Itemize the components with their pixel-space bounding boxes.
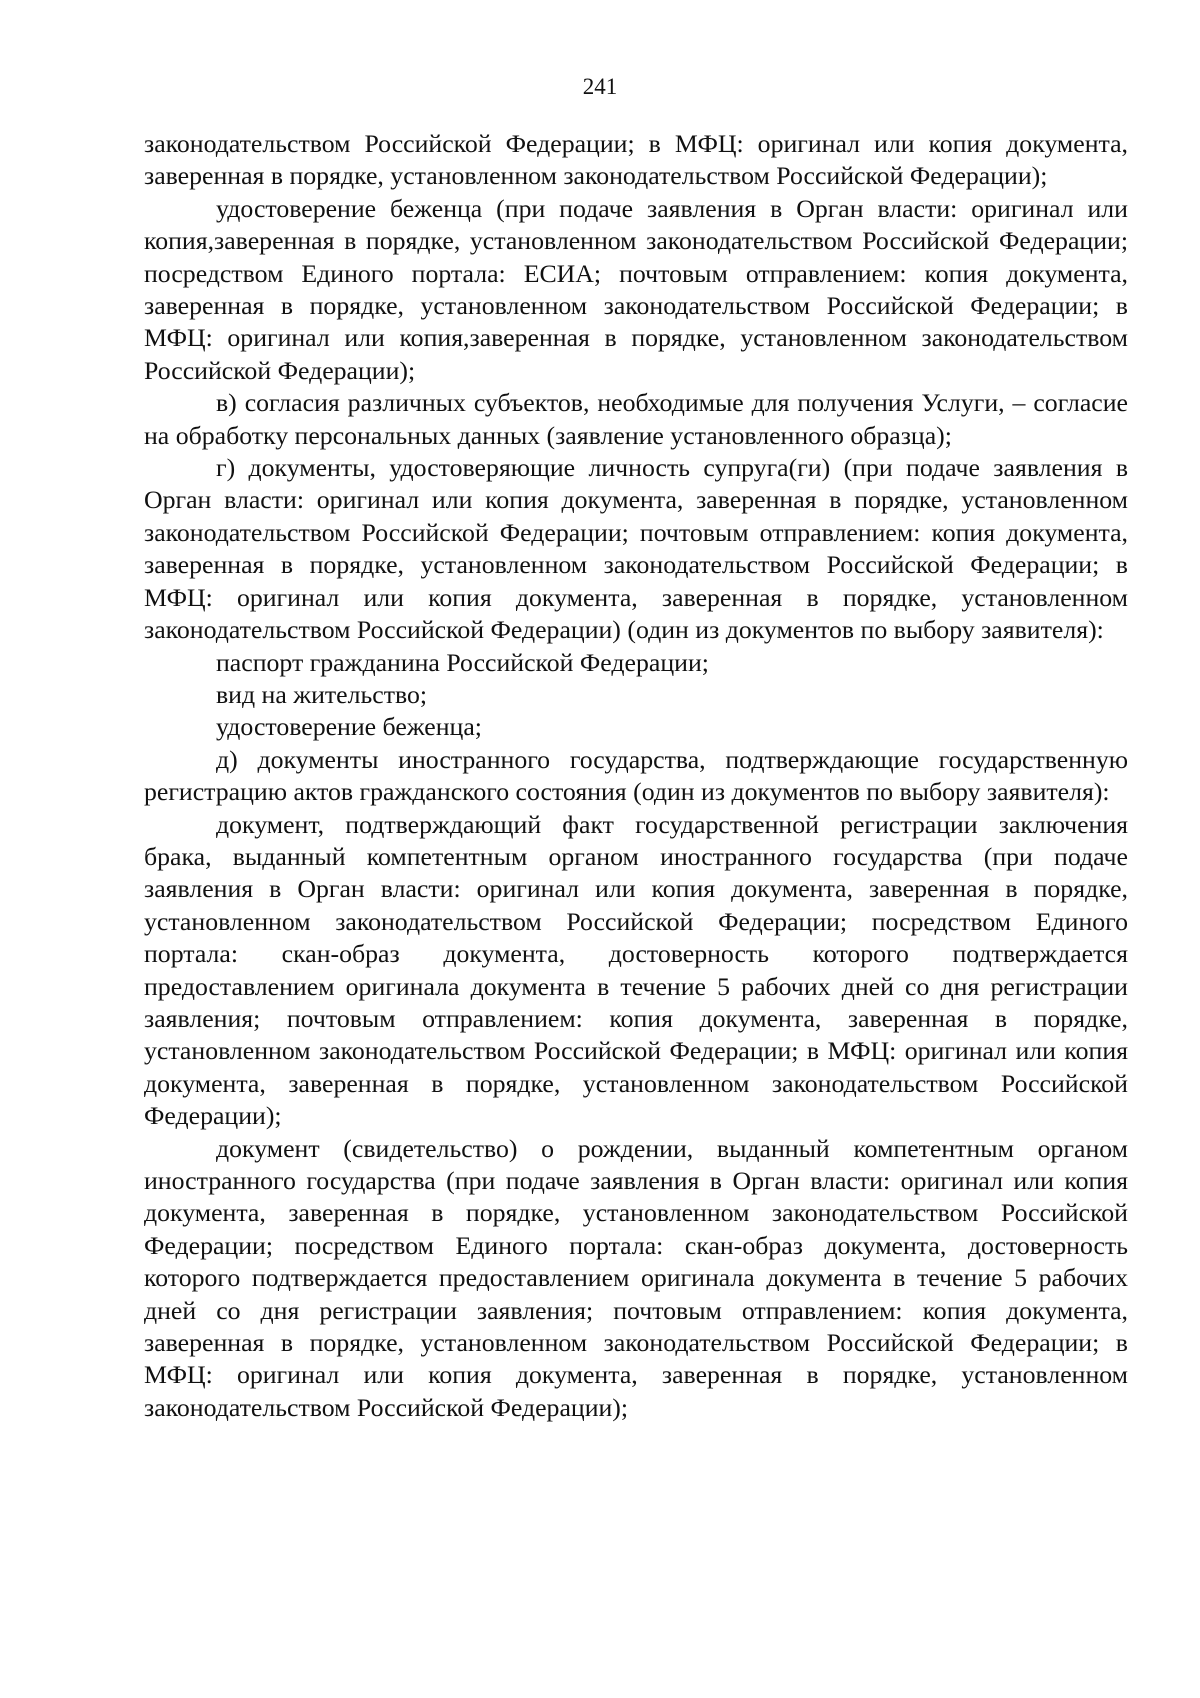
page-number: 241 <box>582 74 618 99</box>
list-item-residence-permit: вид на жительство; <box>216 679 428 709</box>
paragraph-refugee-certificate: удостоверение беженца (при подаче заявления в Орган власти: оригинал или копия,заверенная в порядке, установленном законодательством Российской Федерации; посредством Единого портала: ЕСИА; почтовым отправлением: копия документа, заверенная в порядке, установленном законодательством Российской Федерации; в МФЦ: оригинал или копия,заверенная в порядке, установленном законодательством Российской Федерации); <box>144 193 1128 385</box>
paragraph-item-g-spouse-identity: г) документы, удостоверяющие личность супруга(ги) (при подаче заявления в Орган власти: оригинал или копия документа, заверенная в порядке, установленном законодательством Российской Федерации; почтовым отправлением: копия документа, заверенная в порядке, установленном законодательством Российской Федерации; в МФЦ: оригинал или копия документа, заверенная в порядке, установленном законодательством Российской Федерации) (один из документов по выбору заявителя): <box>144 453 1128 645</box>
paragraph-item-d-foreign-documents: д) документы иностранного государства, подтверждающие государственную регистрацию актов гражданского состояния (один из документов по выбору заявителя): <box>144 744 1128 807</box>
paragraph-marriage-document: документ, подтверждающий факт государственной регистрации заключения брака, выданный компетентным органом иностранного государства (при подаче заявления в Орган власти: оригинал или копия документа, заверенная в порядке, установленном законодательством Российской Федерации; посредством Единого портала: скан-образ документа, достоверность которого подтверждается предоставлением оригинала документа в течение 5 рабочих дней со дня регистрации заявления; почтовым отправлением: копия документа, заверенная в порядке, установленном законодательством Российской Федерации; в МФЦ: оригинал или копия документа, заверенная в порядке, установленном законодательством Российской Федерации); <box>144 809 1128 1131</box>
list-item-refugee-certificate: удостоверение беженца; <box>216 712 482 742</box>
paragraph-birth-certificate: документ (свидетельство) о рождении, выданный компетентным органом иностранного государства (при подаче заявления в Орган власти: оригинал или копия документа, заверенная в порядке, установленном законодательством Российской Федерации; посредством Единого портала: скан-образ документа, достоверность которого подтверждается предоставлением оригинала документа в течение 5 рабочих дней со дня регистрации заявления; почтовым отправлением: копия документа, заверенная в порядке, установленном законодательством Российской Федерации; в МФЦ: оригинал или копия документа, заверенная в порядке, установленном законодательством Российской Федерации); <box>144 1133 1128 1422</box>
list-item-passport: паспорт гражданина Российской Федерации; <box>216 647 709 677</box>
paragraph-continuation: законодательством Российской Федерации; в МФЦ: оригинал или копия документа, заверенная в порядке, установленном законодательством Российской Федерации); <box>144 129 1128 191</box>
document-body <box>144 128 1128 1424</box>
paragraph-item-v-consents: в) согласия различных субъектов, необходимые для получения Услуги, – согласие на обработку персональных данных (заявление установленного образца); <box>144 388 1128 450</box>
